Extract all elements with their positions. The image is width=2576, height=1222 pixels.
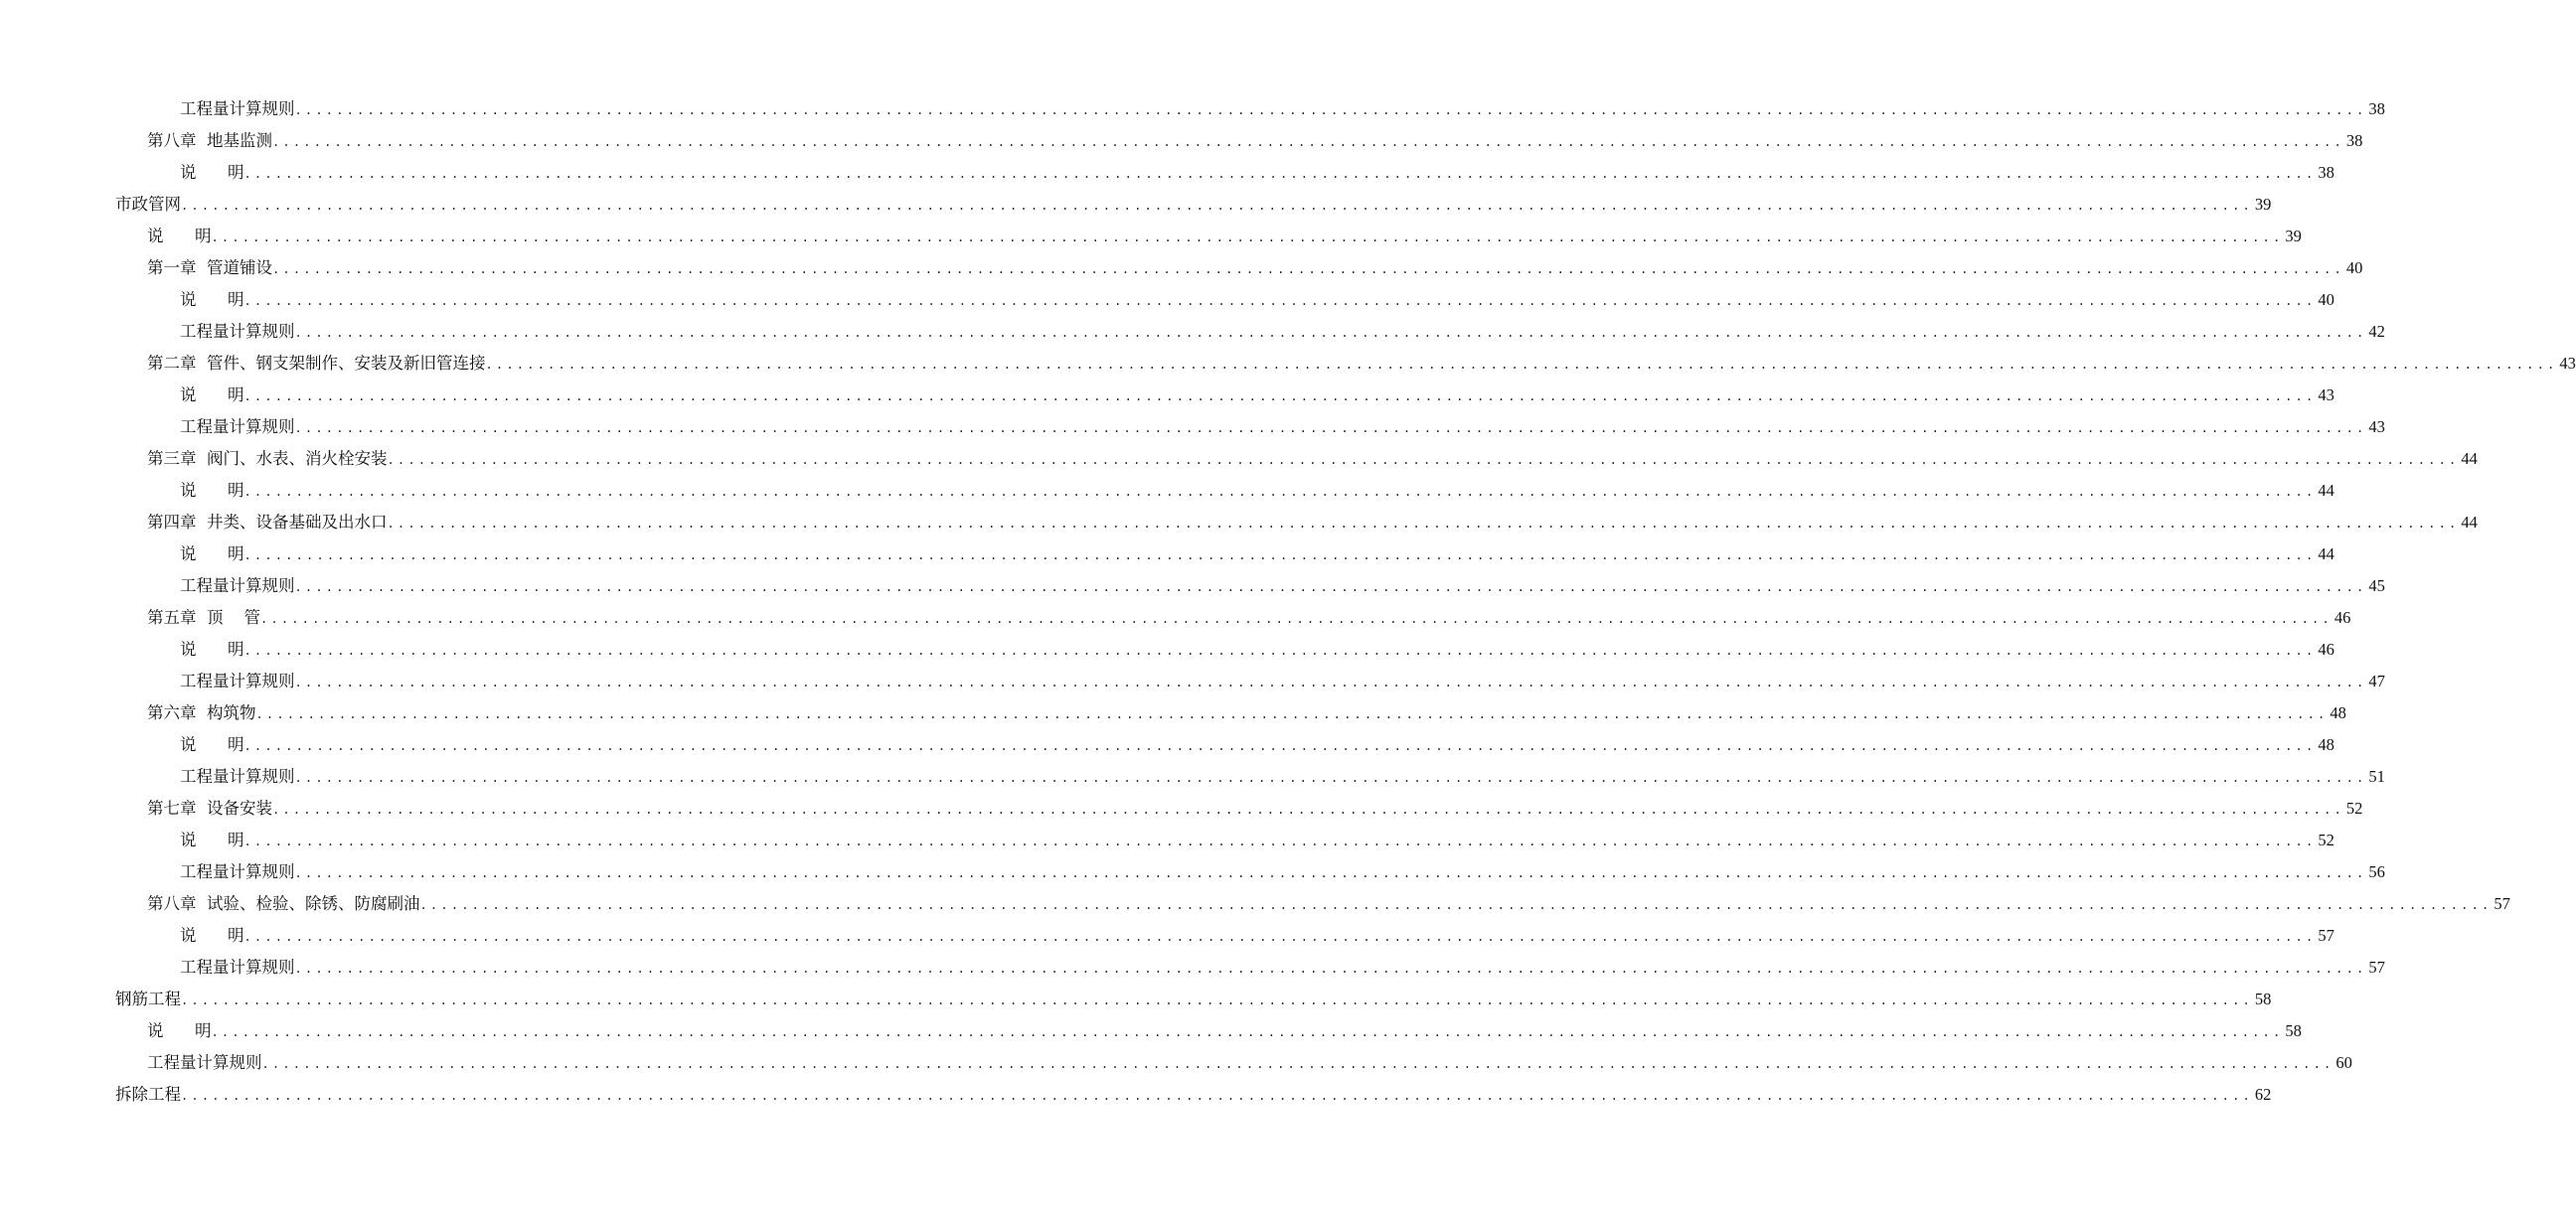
toc-entry-page-number: 48 — [2318, 735, 2334, 754]
toc-entry-page-number: 57 — [2494, 894, 2510, 913]
toc-entry-line — [180, 475, 2334, 507]
toc-entry-page-number: 38 — [2345, 131, 2363, 150]
toc-leader-dots: ........................................................................................................................................................................................................ — [261, 1057, 2334, 1071]
toc-leader-dots: ........................................................................................................................................................................................................ — [294, 676, 2367, 689]
toc-entry-line — [180, 634, 2334, 666]
toc-entry-title: 第三章 阀门、水表、消火栓安装 — [147, 449, 388, 468]
toc-entry-title: 工程量计算规则 — [180, 576, 295, 595]
toc-entry-page-number: 44 — [2461, 449, 2478, 468]
toc-entry-line — [147, 1015, 2302, 1047]
toc-entry-line — [180, 761, 2385, 793]
toc-entry-title: 拆除工程 — [115, 1085, 181, 1104]
toc-entry[interactable] — [0, 697, 2346, 729]
toc-entry-title: 工程量计算规则 — [180, 767, 295, 786]
toc-entry[interactable] — [0, 252, 2363, 284]
toc-leader-dots: ........................................................................................................................................................................................................ — [294, 103, 2367, 117]
toc-entry[interactable] — [0, 888, 2510, 920]
toc-entry[interactable] — [0, 189, 2272, 221]
toc-entry-line — [147, 221, 2302, 252]
toc-entry-page-number: 38 — [2368, 99, 2385, 118]
toc-entry-page-number: 62 — [2254, 1085, 2272, 1104]
toc-entry-page-number: 60 — [2335, 1053, 2352, 1072]
toc-entry-line — [115, 189, 2272, 221]
toc-entry-title: 说 明 — [180, 385, 244, 404]
toc-entry-page-number: 39 — [2285, 227, 2302, 245]
toc-leader-dots: ........................................................................................................................................................................................................ — [272, 262, 2344, 276]
toc-leader-dots: ........................................................................................................................................................................................................ — [294, 580, 2367, 594]
toc-entry-line — [180, 411, 2385, 443]
toc-leader-dots: ........................................................................................................................................................................................................ — [387, 517, 2460, 531]
toc-entry-page-number: 39 — [2254, 195, 2272, 214]
toc-entry-title: 第一章 管道铺设 — [147, 258, 272, 277]
toc-entry-page-number: 45 — [2368, 576, 2385, 595]
toc-entry-title: 第四章 井类、设备基础及出水口 — [147, 513, 388, 532]
toc-entry[interactable] — [0, 825, 2334, 856]
toc-leader-dots: ........................................................................................................................................................................................................ — [387, 453, 2460, 467]
toc-entry-line — [180, 666, 2385, 697]
toc-entry-title: 说 明 — [180, 926, 244, 945]
toc-entry-title: 第二章 管件、钢支架制作、安装及新旧管连接 — [147, 354, 486, 373]
toc-leader-dots: ........................................................................................................................................................................................................ — [255, 707, 2329, 721]
toc-entry-page-number: 56 — [2368, 862, 2385, 881]
toc-leader-dots: ........................................................................................................................................................................................................ — [419, 898, 2493, 912]
toc-entry-page-number: 57 — [2368, 958, 2385, 977]
toc-leader-dots: ........................................................................................................................................................................................................ — [294, 771, 2367, 785]
toc-leader-dots: ........................................................................................................................................................................................................ — [243, 389, 2317, 403]
toc-leader-dots: ........................................................................................................................................................................................................ — [211, 1025, 2284, 1039]
toc-entry-line — [180, 538, 2334, 570]
toc-leader-dots: ........................................................................................................................................................................................................ — [294, 421, 2367, 435]
toc-entry-page-number: 42 — [2368, 322, 2385, 341]
toc-entry-line — [180, 952, 2385, 984]
toc-entry-line — [180, 380, 2334, 411]
toc-entry[interactable] — [0, 920, 2334, 952]
toc-entry-title: 第八章 地基监测 — [147, 131, 272, 150]
toc-leader-dots: ........................................................................................................................................................................................................ — [243, 485, 2317, 499]
toc-entry-page-number: 48 — [2330, 703, 2346, 722]
toc-entry[interactable] — [0, 729, 2334, 761]
toc-entry[interactable] — [0, 1047, 2352, 1079]
toc-entry-page-number: 58 — [2254, 990, 2272, 1008]
toc-entry[interactable] — [0, 952, 2385, 984]
toc-entry-title: 工程量计算规则 — [180, 322, 295, 341]
toc-entry-title: 说 明 — [147, 227, 212, 245]
toc-entry-page-number: 52 — [2318, 831, 2334, 849]
toc-leader-dots: ........................................................................................................................................................................................................ — [211, 230, 2284, 244]
toc-entry-title: 工程量计算规则 — [180, 958, 295, 977]
toc-entry-title: 第七章 设备安装 — [147, 799, 272, 818]
toc-entry[interactable] — [0, 348, 2576, 380]
toc-entry-line — [147, 793, 2363, 825]
toc-entry[interactable] — [0, 538, 2334, 570]
toc-entry-title: 说 明 — [147, 1021, 212, 1040]
toc-entry-title: 说 明 — [180, 735, 244, 754]
toc-entry-title: 说 明 — [180, 290, 244, 309]
toc-entry[interactable] — [0, 475, 2334, 507]
toc-entry-title: 工程量计算规则 — [180, 672, 295, 690]
toc-entry-title: 第五章 顶 管 — [147, 608, 260, 627]
toc-entry-page-number: 43 — [2318, 385, 2334, 404]
toc-entry-page-number: 52 — [2345, 799, 2363, 818]
toc-entry[interactable] — [0, 570, 2385, 602]
toc-entry[interactable] — [0, 157, 2334, 189]
toc-entry-title: 说 明 — [180, 163, 244, 182]
toc-entry-line — [115, 1079, 2272, 1111]
toc-leader-dots: ........................................................................................................................................................................................................ — [243, 835, 2317, 848]
toc-entry[interactable] — [0, 316, 2385, 348]
toc-entry-title: 工程量计算规则 — [147, 1053, 262, 1072]
toc-entry-line — [147, 697, 2346, 729]
toc-entry[interactable] — [0, 380, 2334, 411]
toc-entry-page-number: 58 — [2285, 1021, 2302, 1040]
toc-entry-line — [180, 920, 2334, 952]
toc-entry[interactable] — [0, 507, 2478, 538]
toc-entry-line — [147, 125, 2363, 157]
toc-entry-page-number: 43 — [2559, 354, 2576, 373]
toc-entry-line — [147, 348, 2576, 380]
toc-entry-line — [180, 316, 2385, 348]
toc-entry[interactable] — [0, 666, 2385, 697]
toc-leader-dots: ........................................................................................................................................................................................................ — [243, 930, 2317, 944]
toc-entry-page-number: 57 — [2318, 926, 2334, 945]
toc-entry-title: 工程量计算规则 — [180, 862, 295, 881]
toc-entry-title: 钢筋工程 — [115, 990, 181, 1008]
toc-entry-page-number: 44 — [2318, 481, 2334, 500]
toc-leader-dots: ........................................................................................................................................................................................................ — [243, 739, 2317, 753]
toc-leader-dots: ........................................................................................................................................................................................................ — [243, 294, 2317, 308]
toc-leader-dots: ........................................................................................................................................................................................................ — [294, 866, 2367, 880]
toc-entry[interactable] — [0, 443, 2478, 475]
toc-entry-page-number: 44 — [2461, 513, 2478, 532]
toc-entry-line — [147, 443, 2478, 475]
toc-entry-line — [180, 284, 2334, 316]
toc-leader-dots: ........................................................................................................................................................................................................ — [181, 1089, 2253, 1103]
toc-entry-line — [147, 507, 2478, 538]
toc-entry[interactable] — [0, 634, 2334, 666]
toc-entry-line — [180, 825, 2334, 856]
toc-entry-title: 第八章 试验、检验、除锈、防腐刷油 — [147, 894, 420, 913]
toc-leader-dots: ........................................................................................................................................................................................................ — [272, 135, 2344, 149]
toc-entry[interactable] — [0, 221, 2302, 252]
toc-entry[interactable] — [0, 856, 2385, 888]
toc-entry[interactable] — [0, 1079, 2272, 1111]
toc-entry[interactable] — [0, 793, 2363, 825]
toc-leader-dots: ........................................................................................................................................................................................................ — [243, 548, 2317, 562]
toc-entry-line — [147, 888, 2510, 920]
toc-entry[interactable] — [0, 1015, 2302, 1047]
toc-entry-page-number: 51 — [2368, 767, 2385, 786]
toc-entry-title: 说 明 — [180, 831, 244, 849]
toc-entry-title: 第六章 构筑物 — [147, 703, 256, 722]
toc-entry-line — [180, 93, 2385, 125]
toc-entry-page-number: 44 — [2318, 544, 2334, 563]
toc-entry[interactable] — [0, 761, 2385, 793]
toc-entry-page-number: 40 — [2318, 290, 2334, 309]
toc-entry-line — [147, 252, 2363, 284]
toc-entry-page-number: 40 — [2345, 258, 2363, 277]
toc-entry-title: 工程量计算规则 — [180, 99, 295, 118]
toc-entry-page-number: 47 — [2368, 672, 2385, 690]
toc-entry-line — [180, 157, 2334, 189]
toc-entry[interactable] — [0, 284, 2334, 316]
toc-entry-line — [180, 856, 2385, 888]
toc-entry[interactable] — [0, 93, 2385, 125]
toc-leader-dots: ........................................................................................................................................................................................................ — [259, 612, 2333, 626]
toc-leader-dots: ........................................................................................................................................................................................................ — [272, 803, 2344, 817]
toc-entry[interactable] — [0, 125, 2363, 157]
toc-entry-line — [115, 984, 2272, 1015]
toc-leader-dots: ........................................................................................................................................................................................................ — [294, 326, 2367, 340]
toc-entry-line — [180, 570, 2385, 602]
toc-entry-title: 说 明 — [180, 544, 244, 563]
toc-entry-page-number: 38 — [2318, 163, 2334, 182]
toc-entry-page-number: 46 — [2334, 608, 2351, 627]
toc-entry-title: 说 明 — [180, 640, 244, 659]
toc-entry-page-number: 43 — [2368, 417, 2385, 436]
toc-leader-dots: ........................................................................................................................................................................................................ — [294, 962, 2367, 976]
toc-leader-dots: ........................................................................................................................................................................................................ — [181, 993, 2253, 1007]
table-of-contents — [0, 93, 2576, 1111]
toc-entry-title: 市政管网 — [115, 195, 181, 214]
toc-entry[interactable] — [0, 984, 2272, 1015]
toc-entry-page-number: 46 — [2318, 640, 2334, 659]
toc-leader-dots: ........................................................................................................................................................................................................ — [243, 644, 2317, 658]
toc-entry-title: 工程量计算规则 — [180, 417, 295, 436]
toc-entry[interactable] — [0, 411, 2385, 443]
toc-leader-dots: ........................................................................................................................................................................................................ — [181, 199, 2253, 213]
toc-entry[interactable] — [0, 602, 2351, 634]
toc-entry-line — [147, 1047, 2352, 1079]
toc-entry-line — [180, 729, 2334, 761]
toc-leader-dots: ........................................................................................................................................................................................................ — [243, 167, 2317, 181]
toc-entry-title: 说 明 — [180, 481, 244, 500]
toc-leader-dots: ........................................................................................................................................................................................................ — [485, 358, 2558, 372]
toc-entry-line — [147, 602, 2351, 634]
